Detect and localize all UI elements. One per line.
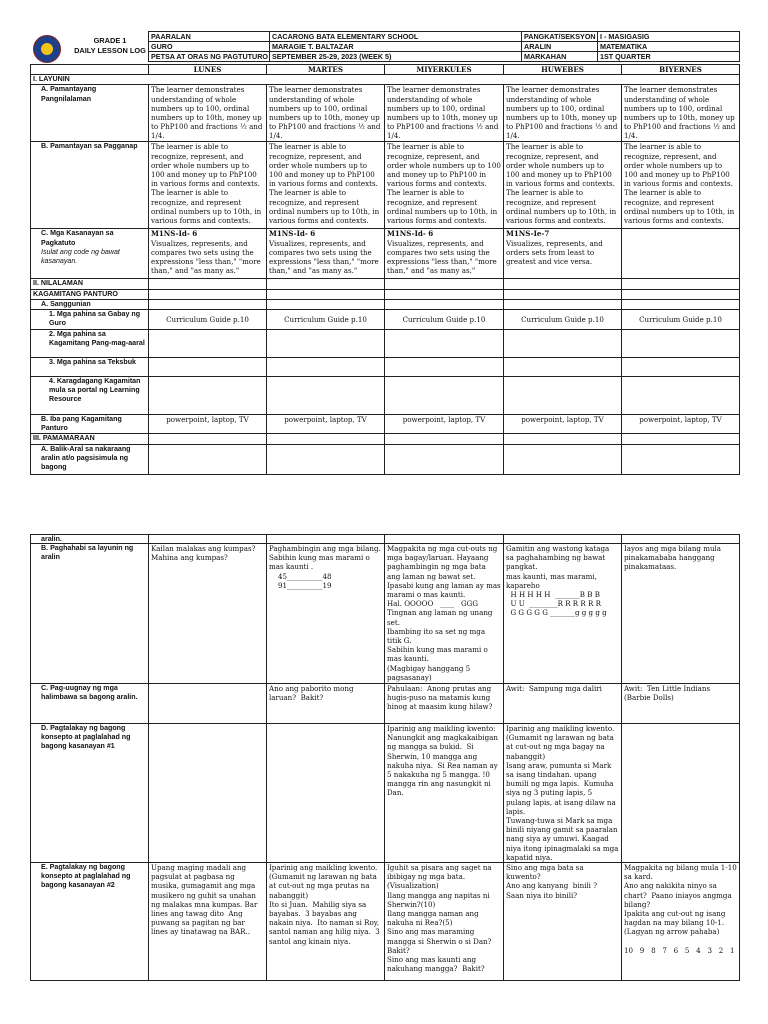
cell-text: Curriculum Guide p.10 [504, 310, 622, 330]
cell-text [149, 724, 267, 863]
cell-text: The learner is able to recognize, represent, and order whole numbers up to 100 and money up to PhP100 in various forms and contexts. The learner is able to recognize, and represent ordinal numbers up to 10th, in various forms and contexts. [504, 142, 622, 229]
row-label-kasanayan [31, 229, 149, 279]
cell-text: Curriculum Guide p.10 [385, 310, 504, 330]
school-value: CACARONG BATA ELEMENTARY SCHOOL [270, 32, 522, 42]
cell-text: Kailan malakas ang kumpas? Mahina ang kumpas? [149, 544, 267, 684]
cell-text: Awit: Ten Little Indians (Barbie Dolls) [622, 684, 740, 724]
section-layunin: I. LAYUNIN [31, 75, 740, 85]
cell-text: Iparinig ang maikling kwento. (Gumamit ng larawan ng bata at cut-out ng mga bagay na nabanggit) Isang araw, pumunta si Mark sa isang tindahan. upang bumili ng mga lapis. Kumuha siya ng 3 puting lapis, 5 pulang lapis, at isang dilaw na lapis. Tuwang-tuwa si Mark sa mga binili niyang gamit sa paaralan nang siya ay umuwi. Kaagad niya itong ipinagmalaki sa mga kapatid niya. [504, 724, 622, 863]
section-kagamitang: KAGAMITANG PANTURO [31, 289, 149, 299]
kasanayan-note: Isulat ang code ng bawat kasanayan. [41, 247, 120, 266]
skill-text: Visualizes, represents, and orders sets from least to greatest and vice versa. [506, 238, 603, 267]
cell-text: Curriculum Guide p.10 [149, 310, 267, 330]
row-label-pag-uugnay: C. Pag-uugnay ng mga halimbawa sa bagong aralin. [31, 684, 149, 724]
cell-text: Paghambingin ang mga bilang. Sabihin kung mas marami o mas kaunti . 45__________48 91__________19 [267, 544, 385, 684]
cell-text: powerpoint, laptop, TV [149, 415, 267, 434]
grade-label: GRADE 1 [93, 36, 127, 45]
row-label-pagganap: B. Pamantayan sa Pagganap [31, 142, 149, 229]
section-label: PANGKAT/SEKSYON [522, 32, 598, 42]
subject-label: ARALIN [522, 42, 598, 52]
cell-text: powerpoint, laptop, TV [504, 415, 622, 434]
grade-title-block [72, 36, 148, 56]
row-label-kagamitang-pang: 2. Mga pahina sa Kagamitang Pang-mag-aaral [31, 330, 149, 358]
day-header: MIYERKULES [385, 65, 504, 75]
cell-text [267, 229, 385, 279]
skill-text: Visualizes, represents, and compares two sets using the expressions "less than," "more than," and "as many as." [151, 238, 261, 276]
cell-text: Iayos ang mga bilang mula pinakamababa hanggang pinakamataas. [622, 544, 740, 684]
row-label-karagdagang: 4. Karagdagang Kagamitan mula sa portal ng Learning Resource [31, 377, 149, 415]
date-label: PETSA AT ORAS NG PAGTUTURO [149, 52, 270, 62]
day-header: BIYERNES [622, 65, 740, 75]
cell-text: The learner demonstrates understanding of whole numbers up to 100, ordinal numbers up to 10th, money up to PhP100 and fractions ½ and 1/4. [385, 85, 504, 142]
cell-text [622, 229, 740, 279]
date-value: SEPTEMBER 25-29, 2023 (WEEK 5) [270, 52, 522, 62]
skill-text: Visualizes, represents, and compares two sets using the expressions "less than," "more than," and "as many as." [269, 238, 379, 276]
section-value: I - MASIGASIG [598, 32, 740, 42]
cell-text [267, 724, 385, 863]
teacher-value: MARAGIE T. BALTAZAR [270, 42, 522, 52]
header-table [148, 31, 740, 62]
day-header: HUWEBES [504, 65, 622, 75]
section-pamamaraan: III. PAMAMARAAN [31, 434, 149, 444]
cell-text: Iparinig ang maikling kwento: Nanungkit ang magkakaibigan ng mangga sa bukid. Si Sherwin, 10 mangga ang nakuha niya. Si Rea naman ay 5 nakakuha ng 5 mangga. !0 mangga rin ang nasungkit ni Dan. [385, 724, 504, 863]
cell-text: powerpoint, laptop, TV [622, 415, 740, 434]
cell-text: Sino ang mga bata sa kuwento? Ano ang kanyang binili ? Saan niya ito binili? [504, 863, 622, 981]
cell-text [149, 684, 267, 724]
row-label-pamantayang: A. Pamantayang Pangnilalaman [31, 85, 149, 142]
skill-code: M1NS-Id- 6 [387, 229, 434, 239]
cell-text: powerpoint, laptop, TV [385, 415, 504, 434]
cell-text: The learner demonstrates understanding of whole numbers up to 100, ordinal numbers up to 10th, money up to PhP100 and fractions ½ and 1/4. [267, 85, 385, 142]
quarter-label: MARKAHAN [522, 52, 598, 62]
log-title: DAILY LESSON LOG [74, 46, 146, 55]
subject-value: MATEMATIKA [598, 42, 740, 52]
cell-text [504, 229, 622, 279]
cell-text: Gamitin ang wastong kataga sa paghahambing ng bawat pangkat. mas kaunti, mas marami, kapareho H H H H H _______B B B U U ________R R R R R R G G G G G _______g g g g g [504, 544, 622, 684]
cell-text: Pahulaan: Anong prutas ang hugis-puso na matamis kung hinog at maasim kung hilaw? [385, 684, 504, 724]
aralin-continuation: aralin. [31, 535, 149, 544]
quarter-value: 1ST QUARTER [598, 52, 740, 62]
cell-text: Ano ang paborito mong laruan? Bakit? [267, 684, 385, 724]
row-label-teksbuk: 3. Mga pahina sa Teksbuk [31, 358, 149, 377]
logo-seal [33, 35, 61, 63]
day-header: LUNES [149, 65, 267, 75]
skill-text: Visualizes, represents, and compares two sets using the expressions "less than," "more than," and "as many as." [387, 238, 497, 276]
kasanayan-label: C. Mga Kasanayan sa Pagkatuto [41, 229, 114, 247]
cell-text: The learner demonstrates understanding of whole numbers up to 100, ordinal numbers up to 10th, money up to PhP100 and fractions ½ and 1/4. [149, 85, 267, 142]
cell-text: The learner is able to recognize, represent, and order whole numbers up to 100 and money up to PhP100 in various forms and contexts. The learner is able to recognize, and represent ordinal numbers up to 10th, in various forms and contexts. [622, 142, 740, 229]
row-label-gabay: 1. Mga pahina sa Gabay ng Guro [31, 310, 149, 330]
cell-text: Magpakita ng mga cut-outs ng mga bagay/laruan. Hayaang paghambingin ng mga bata ang laman ng bawat set. Ipasabi kung ang laman ay mas marami o mas kaunti. Hal. OOOOO ____ GGG Tingnan ang laman ng unang set. Ibambing ito sa set ng mga titik G. Sabihin kung mas marami o mas kaunti. (Magbigay hanggang 5 pagsasanay) [385, 544, 504, 684]
cell-text: Iparinig ang maikling kwento. (Gumamit ng larawan ng bata at cut-out ng mga prutas na nabanggit) Ito si Juan. Mahilig siya sa bayabas. 3 bayabas ang nakain niya. Ito naman si Roy, santol naman ang hilig niya. 3 santol ang kinain niya. [267, 863, 385, 981]
cell-text: Iguhit sa pisara ang saget na ibibigay ng mga bata. (Visualization) Ilang mangga ang napitas ni Sherwin?(10) Ilang mangga naman ang nakuha ni Rea?(5) Sino ang mas maraming mangga si Sherwin o si Dan? Bakit? Sino ang mas kaunti ang nakuhang mangga? Bakit? [385, 863, 504, 981]
section-nilalaman: II. NILALAMAN [31, 279, 149, 289]
school-label: PAARALAN [149, 32, 270, 42]
cell-text: The learner demonstrates understanding of whole numbers up to 100, ordinal numbers up to 10th, money up to PhP100 and fractions ½ and 1/4. [622, 85, 740, 142]
lesson-table-page2 [30, 534, 740, 981]
lesson-table-page1 [30, 64, 740, 475]
row-label-pagtalakay-2: E. Pagtalakay ng bagong konsepto at paglalahad ng bagong kasanayan #2 [31, 863, 149, 981]
cell-text [149, 229, 267, 279]
skill-code: M1NS-Ie-7 [506, 229, 550, 239]
skill-code: M1NS-Id- 6 [269, 229, 316, 239]
cell-text: The learner demonstrates understanding of whole numbers up to 100, ordinal numbers up to 10th, money up to PhP100 and fractions ½ and 1/4. [504, 85, 622, 142]
cell-text: Magpakita ng bilang mula 1-10 sa kard. Ano ang nakikita ninyo sa chart? Paano iniayos angmga bilang? Ipakita ang cut-out ng isang hagdan na may bilang 10-1. (Lagyan ng arrow pahaba) 10 9 8 7 6 5 4 3 2 1 [622, 863, 740, 981]
skill-code: M1NS-Id- 6 [151, 229, 198, 239]
cell-text: Upang maging madali ang pagsulat at pagbasa ng musika, gumagamit ang mga musikero ng guhit sa unahan ng malakas mna kumpas. Bar lines ang tawag dito Ang puwang sa pagitan ng bar lines ay tinatawag na BAR.. [149, 863, 267, 981]
cell-text: Curriculum Guide p.10 [267, 310, 385, 330]
cell-text: powerpoint, laptop, TV [267, 415, 385, 434]
cell-text: The learner is able to recognize, represent, and order whole numbers up to 100 and money up to PhP100 in various forms and contexts. The learner is able to recognize, and represent ordinal numbers up to 10th, in various forms and contexts. [385, 142, 504, 229]
cell-text: Awit: Sampung mga daliri [504, 684, 622, 724]
day-header: MARTES [267, 65, 385, 75]
row-label-paghahabi: B. Paghahabi sa layunin ng aralin [31, 544, 149, 684]
cell-text [385, 229, 504, 279]
row-label-balik-aral: A. Balik-Aral sa nakaraang aralin at/o pagsisimula ng bagong [31, 444, 149, 474]
cell-text: Curriculum Guide p.10 [622, 310, 740, 330]
row-label-iba: B. Iba pang Kagamitang Panturo [31, 415, 149, 434]
cell-text: The learner is able to recognize, represent, and order whole numbers up to 100 and money up to PhP100 in various forms and contexts. The learner is able to recognize, and represent ordinal numbers up to 10th, in various forms and contexts. [267, 142, 385, 229]
row-label-pagtalakay-1: D. Pagtalakay ng bagong konsepto at paglalahad ng bagong kasanayan #1 [31, 724, 149, 863]
teacher-label: GURO [149, 42, 270, 52]
row-label-sanggunian: A. Sanggunian [31, 299, 149, 309]
cell-text [622, 724, 740, 863]
cell-text: The learner is able to recognize, represent, and order whole numbers up to 100 and money up to PhP100 in various forms and contexts. The learner is able to recognize, and represent ordinal numbers up to 10th, in various forms and contexts. [149, 142, 267, 229]
